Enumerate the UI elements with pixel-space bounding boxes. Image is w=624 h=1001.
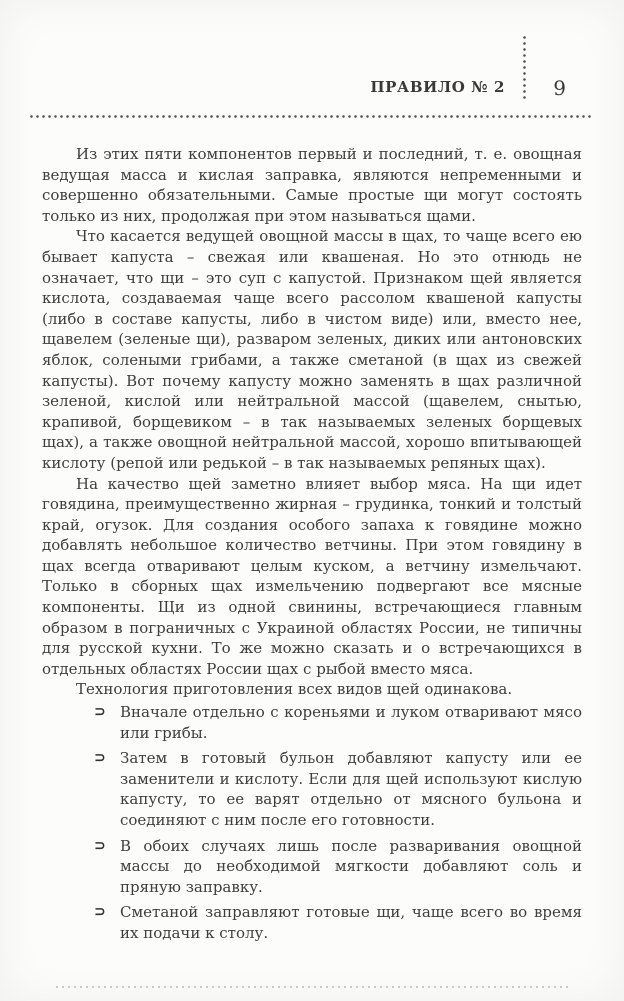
chapter-heading: ПРАВИЛО № 2 — [370, 78, 505, 96]
header-dotted-rule — [30, 115, 594, 118]
list-item-text: Затем в готовый бульон добавляют капусту или ее заменители и кислоту. Если для щей используют кислую капусту, то ее варят отдельно от мясного бульона и соединяют с ним после его готовности. — [120, 749, 582, 829]
paragraph: Из этих пяти компонентов первый и последний, т. е. овощная ведущая масса и кислая заправка, являются непременными и совершенно обязательными. Самые простые щи могут состоять только из них, продолжая при этом называться щами. — [42, 145, 582, 225]
header-row — [0, 0, 624, 118]
list-item-text: Сметаной заправляют готовые щи, чаще всего во время их подачи к столу. — [120, 903, 582, 942]
list-item — [94, 702, 582, 743]
bullet-icon: ⊃ — [94, 704, 106, 721]
bullet-icon: ⊃ — [94, 750, 106, 767]
list-item — [94, 748, 582, 830]
page-header — [0, 0, 624, 118]
list-item — [94, 902, 582, 943]
bullet-icon: ⊃ — [94, 904, 106, 921]
page-number: 9 — [553, 76, 566, 100]
header-vertical-dotted-rule — [523, 36, 526, 100]
paragraph: На качество щей заметно влияет выбор мяса. На щи идет говядина, преимущественно жирная – грудинка, тонкий и толстый край, огузок. Для создания особого запаха к говядине можно добавлять небольшое количество ветчины. При этом говядину в щах всегда отваривают целым куском, а ветчину измельчают. Только в сборных щах измельчению подвергают все мясные компоненты. Щи из одной свинины, встречающиеся главным образом в пограничных с Украиной областях России, не типичны для русской кухни. То же можно сказать и о встречающихся в отдельных областях России щах с рыбой вместо мяса. — [42, 474, 582, 678]
list-item — [94, 836, 582, 898]
paragraph: Что касается ведущей овощной массы в щах, то чаще всего ею бывает капуста – свежая или квашеная. Но это отнюдь не означает, что щи – это суп с капустой. Признаком щей является кислота, создаваемая чаще всего рассолом квашеной капусты (либо в составе капусты, либо в чистом виде) или, вместо нее, щавелем (зеленые щи), разваром зеленых, диких или антоновских яблок, солеными грибами, а также сметаной (в щах из свежей капусты). Вот почему капусту можно заменять в щах различной зеленой, кислой или нейтральной массой (щавелем, снытью, крапивой, борщевиком – в так называемых зеленых борщевых щах), а также овощной нейтральной массой, хорошо впитывающей кислоту (репой или редькой – в так называемых репяных щах). — [42, 227, 582, 472]
bullet-icon: ⊃ — [94, 837, 106, 854]
paragraph: Технология приготовления всех видов щей одинакова. — [76, 680, 513, 699]
bullet-list — [42, 702, 582, 944]
footer-dotted-rule — [56, 986, 568, 988]
page-body — [0, 118, 624, 944]
list-item-text: Вначале отдельно с кореньями и луком отваривают мясо или грибы. — [120, 703, 582, 742]
list-item-text: В обоих случаях лишь после разваривания овощной массы до необходимой мягкости добавляют соль и пряную заправку. — [120, 836, 582, 896]
